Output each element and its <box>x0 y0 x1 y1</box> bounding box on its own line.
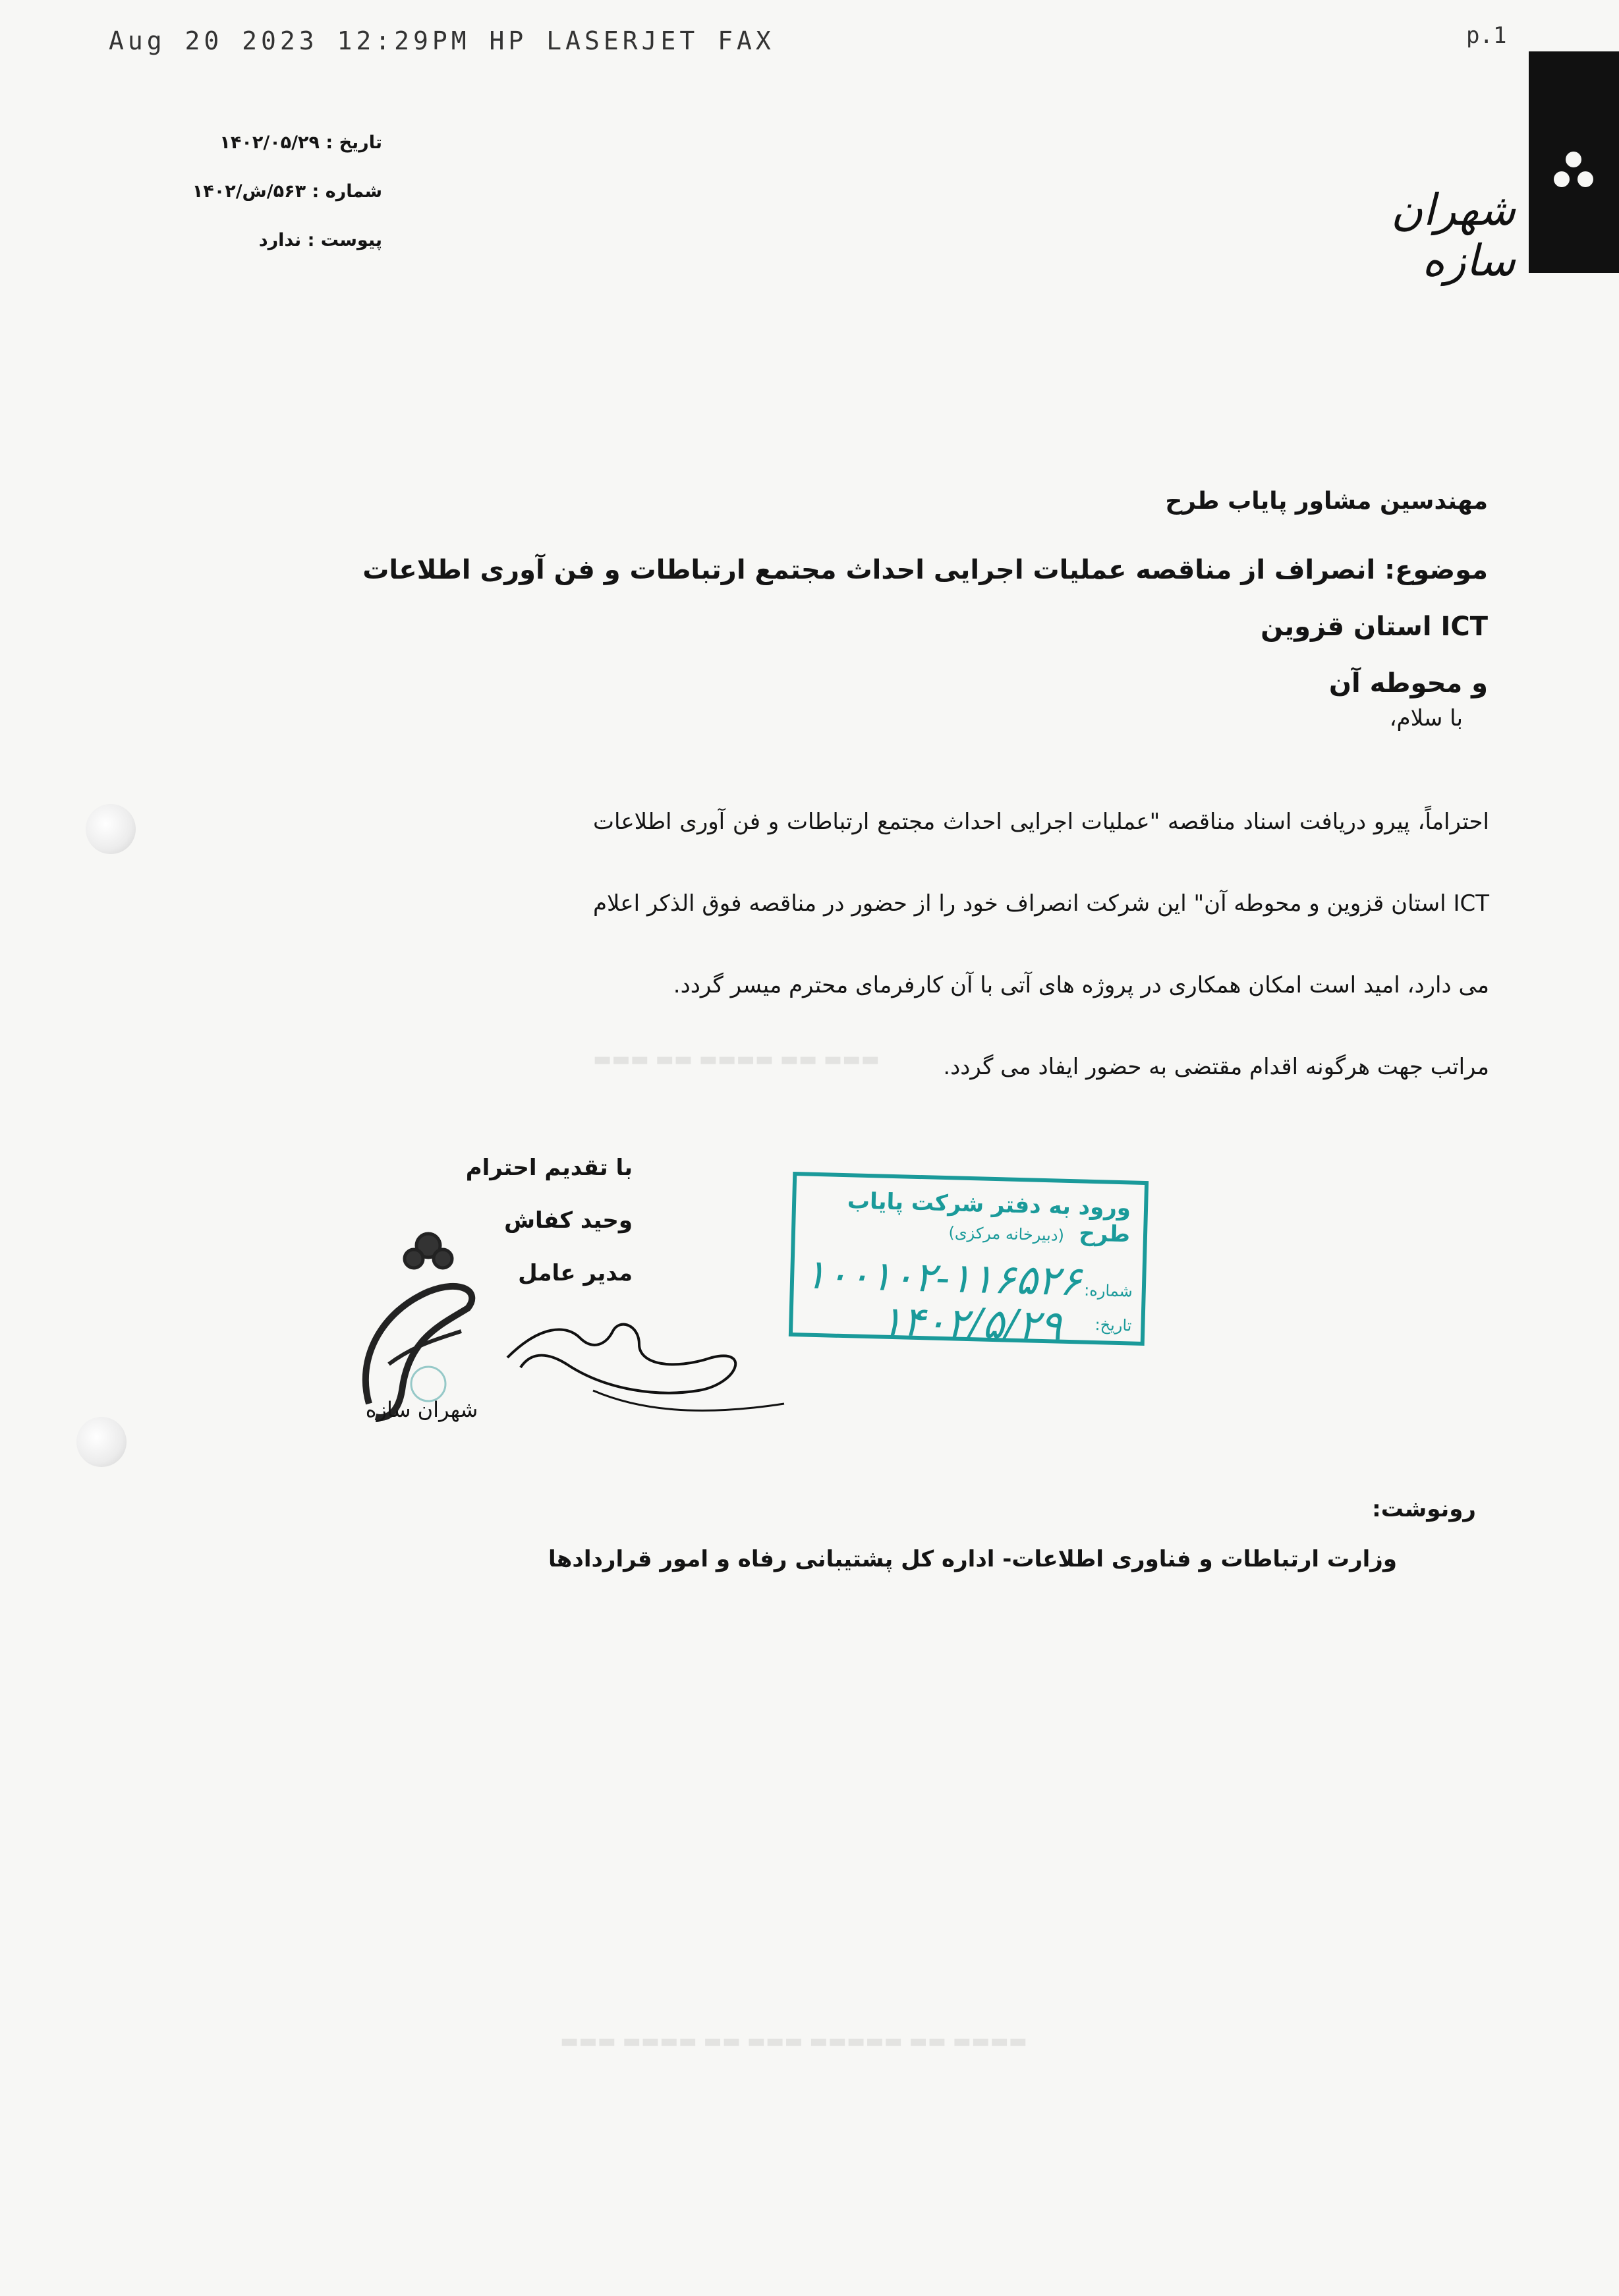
seal-company-name: شهران سازه <box>365 1397 478 1422</box>
logo-black-bar <box>1529 51 1619 273</box>
punch-hole-top <box>86 804 136 854</box>
body-paragraph-1: احتراماً، پیرو دریافت اسناد مناقصه "عملیات اجرایی احداث مجتمع ارتباطات و فن آوری اطلاعات ICT استان قزوین و محوطه آن" این شرکت انصراف خود را از حضور در مناقصه فوق الذکر اعلام می دارد، امید است امکان همکاری در پروژه های آتی با آن کارفرمای محترم میسر گردد. <box>593 809 1489 998</box>
stamp-number-value: ۱۰۰۱۰۲-۱۱۶۵۲۶ <box>803 1249 1083 1306</box>
subject-line-1: موضوع: انصراف از مناقصه عملیات اجرایی احداث مجتمع ارتباطات و فن آوری اطلاعات ICT استان قزوین <box>362 555 1488 642</box>
letter-meta <box>191 119 382 265</box>
stamp-number-label: شماره: <box>1083 1280 1133 1301</box>
bleed-through-text: ▬▬▬ ▬▬ ▬▬▬▬ ▬▬ ▬▬▬ <box>593 1048 880 1071</box>
fax-header-line: Aug 20 2023 12:29PM HP LASERJET FAX <box>109 26 775 55</box>
signer-name: وحید کفاش <box>504 1207 633 1234</box>
stamp-date-label: تاریخ: <box>1094 1315 1132 1335</box>
cc-label: رونوشت: <box>1372 1496 1476 1522</box>
letter-attachment: پیوست : ندارد <box>258 230 382 250</box>
cc-recipient: وزارت ارتباطات و فناوری اطلاعات- اداره کل پشتیبانی رفاه و امور قراردادها <box>548 1546 1397 1572</box>
letter-number: شماره : ۵۶۳/ش/۱۴۰۲ <box>192 181 382 202</box>
fax-page-number: p.1 <box>1466 22 1507 49</box>
company-seal-icon <box>366 1234 472 1418</box>
signer-title: مدیر عامل <box>518 1260 633 1286</box>
company-logo-text: شهران سازه <box>1391 185 1516 286</box>
greeting: با سلام، <box>1389 705 1463 732</box>
bleed-through-text: ▬▬▬▬ ▬▬ ▬▬▬▬▬ ▬▬▬ ▬▬ ▬▬▬▬ ▬▬▬ <box>560 2030 1028 2053</box>
subject-line-2: و محوطه آن <box>1328 668 1488 699</box>
company-logo-icon <box>1552 150 1595 192</box>
addressee: مهندسین مشاور پایاب طرح <box>1165 488 1488 515</box>
punch-hole-bottom <box>76 1417 127 1467</box>
stamp-date-value: ۱۴۰۲/۵/۲۹ <box>880 1296 1063 1350</box>
stamp-title: ورود به دفتر شرکت پایاب طرح <box>847 1188 1131 1248</box>
subject <box>329 542 1488 712</box>
closing-regards: با تقدیم احترام <box>465 1155 633 1181</box>
body-paragraph-2: مراتب جهت هرگونه اقدام مقتضی به حضور ایفاد می گردد. <box>943 1054 1489 1080</box>
receipt-stamp <box>789 1172 1149 1350</box>
stamp-subtitle: (دبیرخانه مرکزی) <box>948 1223 1065 1245</box>
handwritten-signature <box>507 1325 735 1393</box>
letter-date: تاریخ : ۱۴۰۲/۰۵/۲۹ <box>219 132 382 153</box>
